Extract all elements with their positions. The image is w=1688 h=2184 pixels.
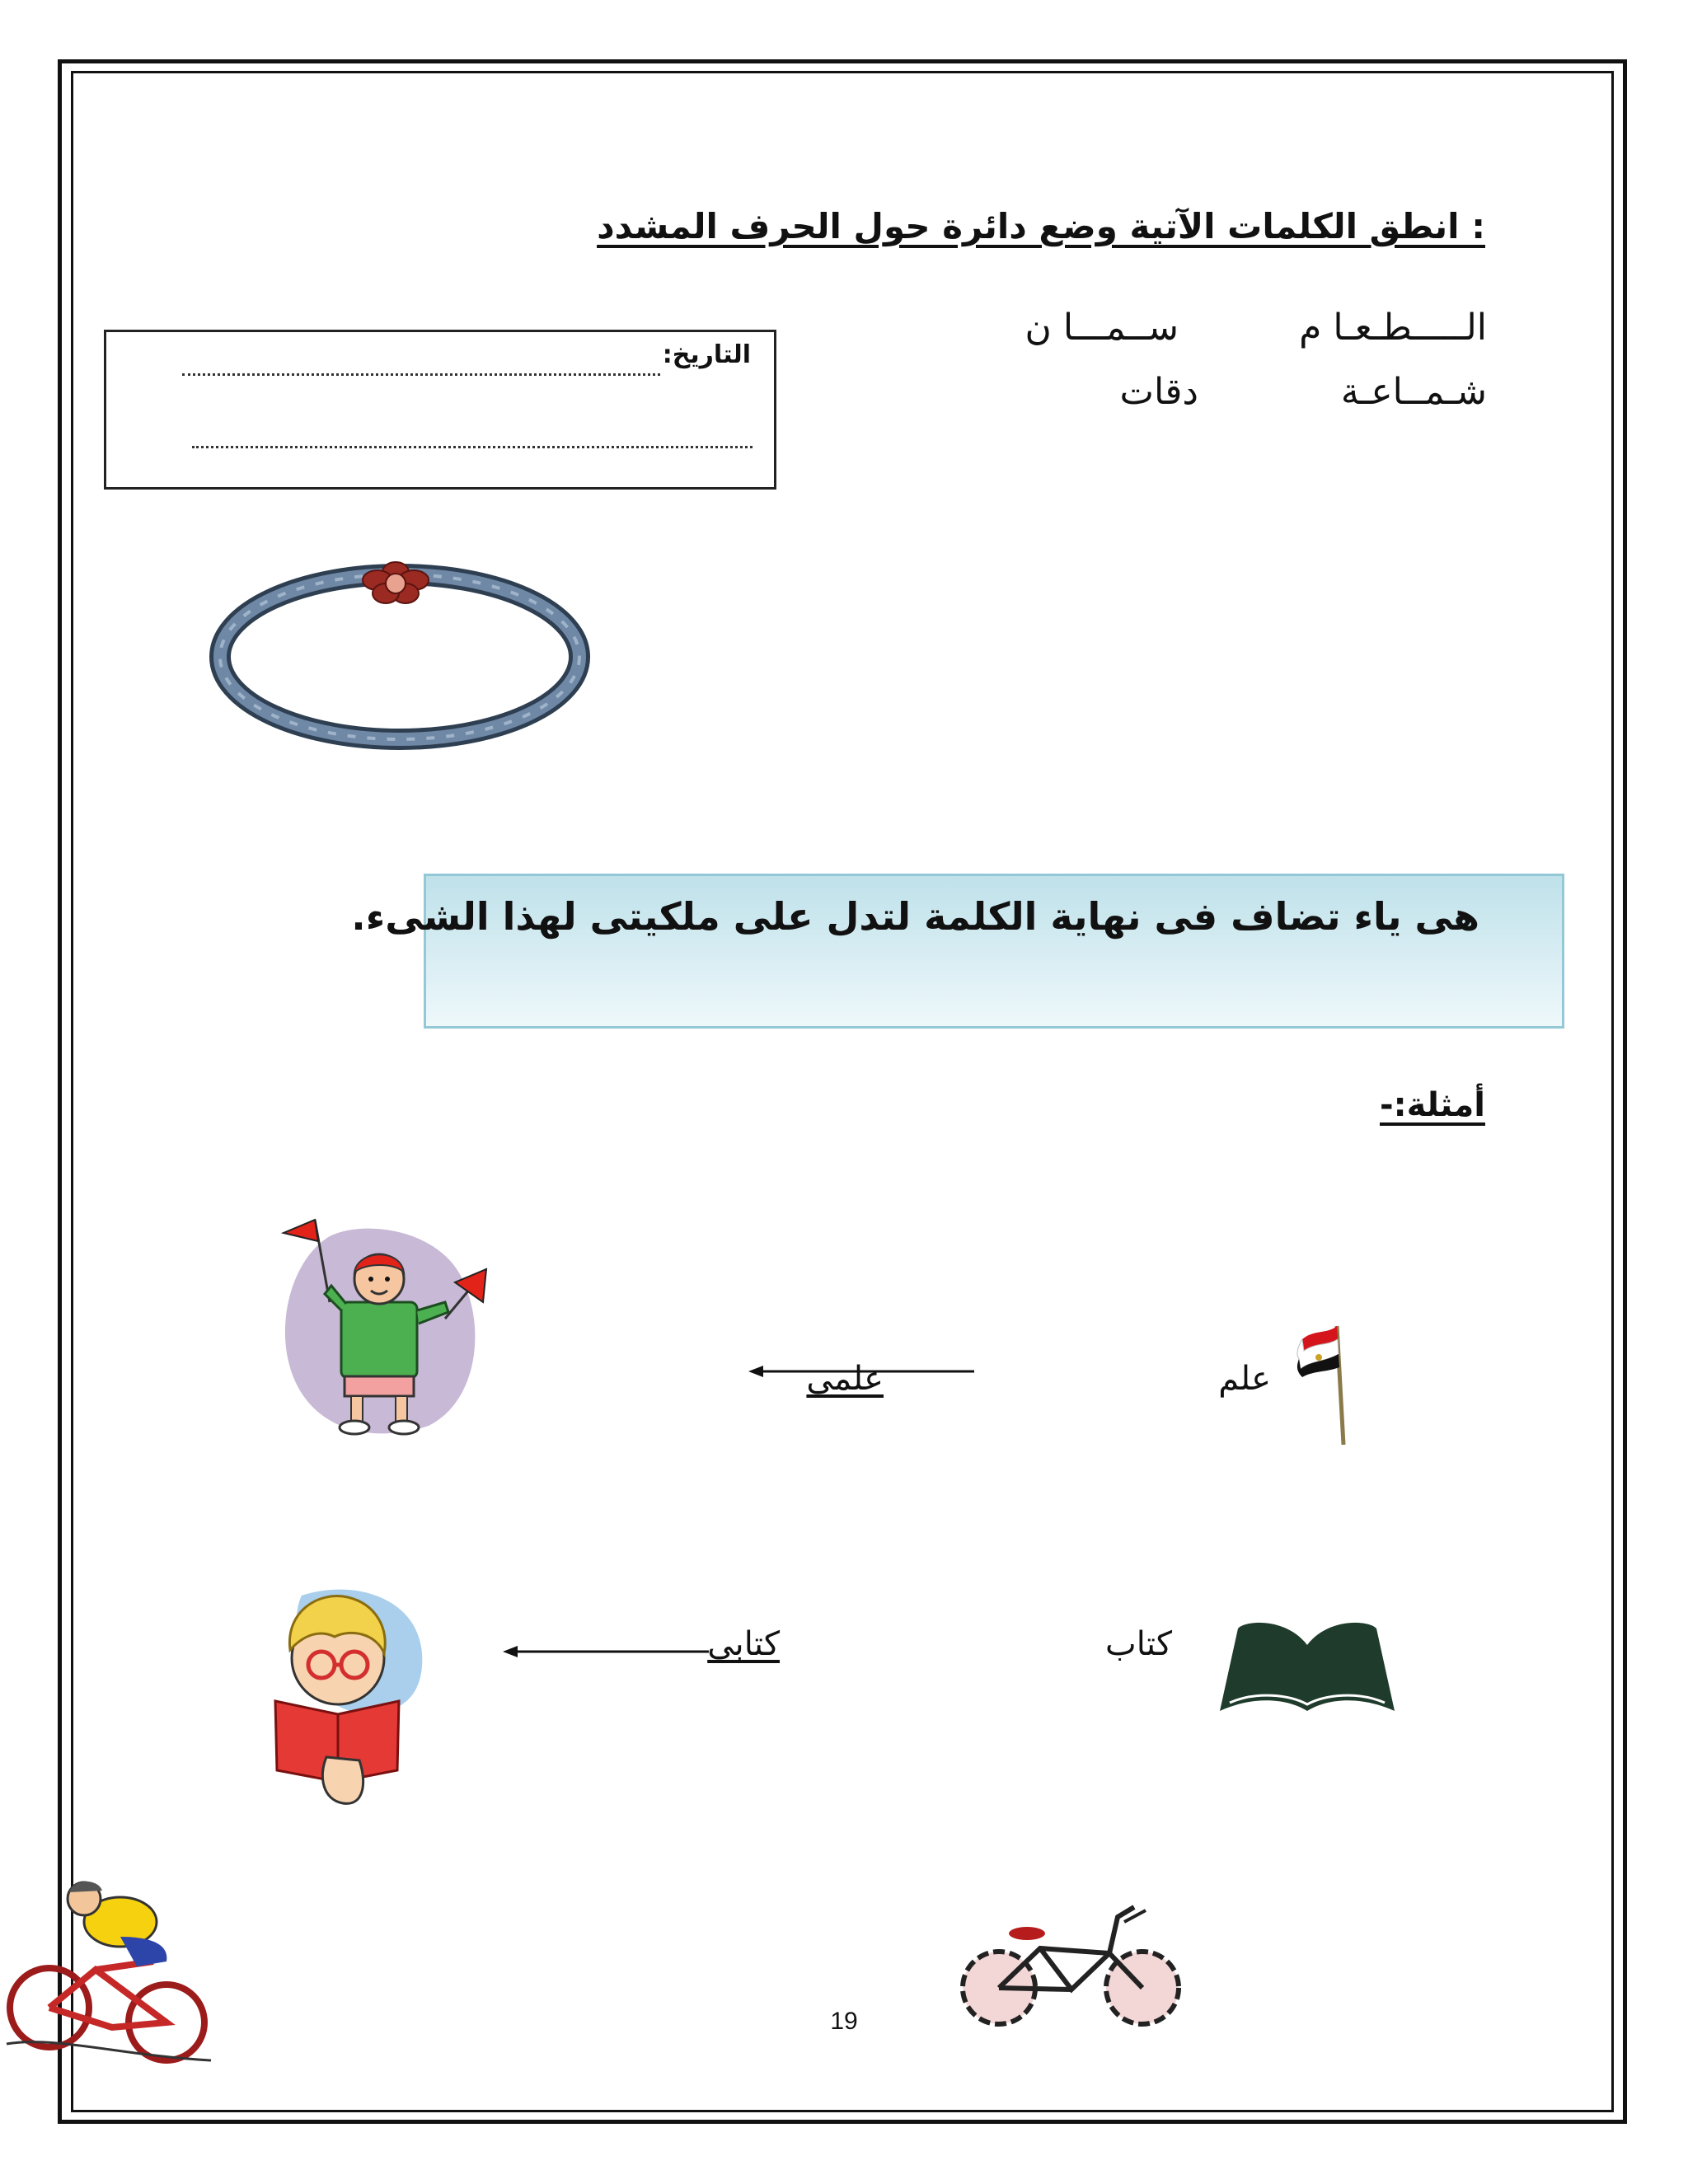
info-box <box>351 874 1564 1029</box>
bicycle-icon <box>948 1900 1195 2032</box>
child-with-flags-icon <box>272 1203 503 1442</box>
examples-label: أمثلة:- <box>1380 1086 1485 1124</box>
example-2-derived-word: كتابى <box>707 1625 780 1663</box>
example-1-derived-word: علمى <box>806 1360 884 1398</box>
cyclist-icon <box>5 1871 219 2065</box>
ring-with-flower-icon <box>206 552 593 758</box>
open-book-icon <box>1220 1617 1395 1716</box>
word-2: ســمـــا ن <box>1025 307 1179 349</box>
word-4: دقات <box>1119 371 1198 413</box>
instruction-heading: : انطق الكلمات الآتية وضع دائرة حول الحرف المشدد <box>597 206 1485 246</box>
date-label: التاريخ: <box>662 340 751 369</box>
egypt-flag-icon <box>1294 1323 1343 1446</box>
date-dotted-line-1[interactable] <box>182 349 660 376</box>
info-box-text: هى ياء تضاف فى نهاية الكلمة لتدل على ملكيتى لهذا الشىء. <box>351 894 1479 939</box>
page-number: 19 <box>830 2008 858 2035</box>
date-dotted-line-2[interactable] <box>192 421 753 448</box>
arrow-icon <box>503 1643 709 1660</box>
example-1-word: علم <box>1218 1360 1271 1398</box>
word-3: شـمــاعـة <box>1340 371 1487 413</box>
boy-reading-icon <box>252 1579 425 1810</box>
date-box <box>104 330 776 490</box>
word-1: الـــــطـعـا م <box>1299 307 1487 349</box>
example-2-word: كتاب <box>1105 1625 1172 1663</box>
